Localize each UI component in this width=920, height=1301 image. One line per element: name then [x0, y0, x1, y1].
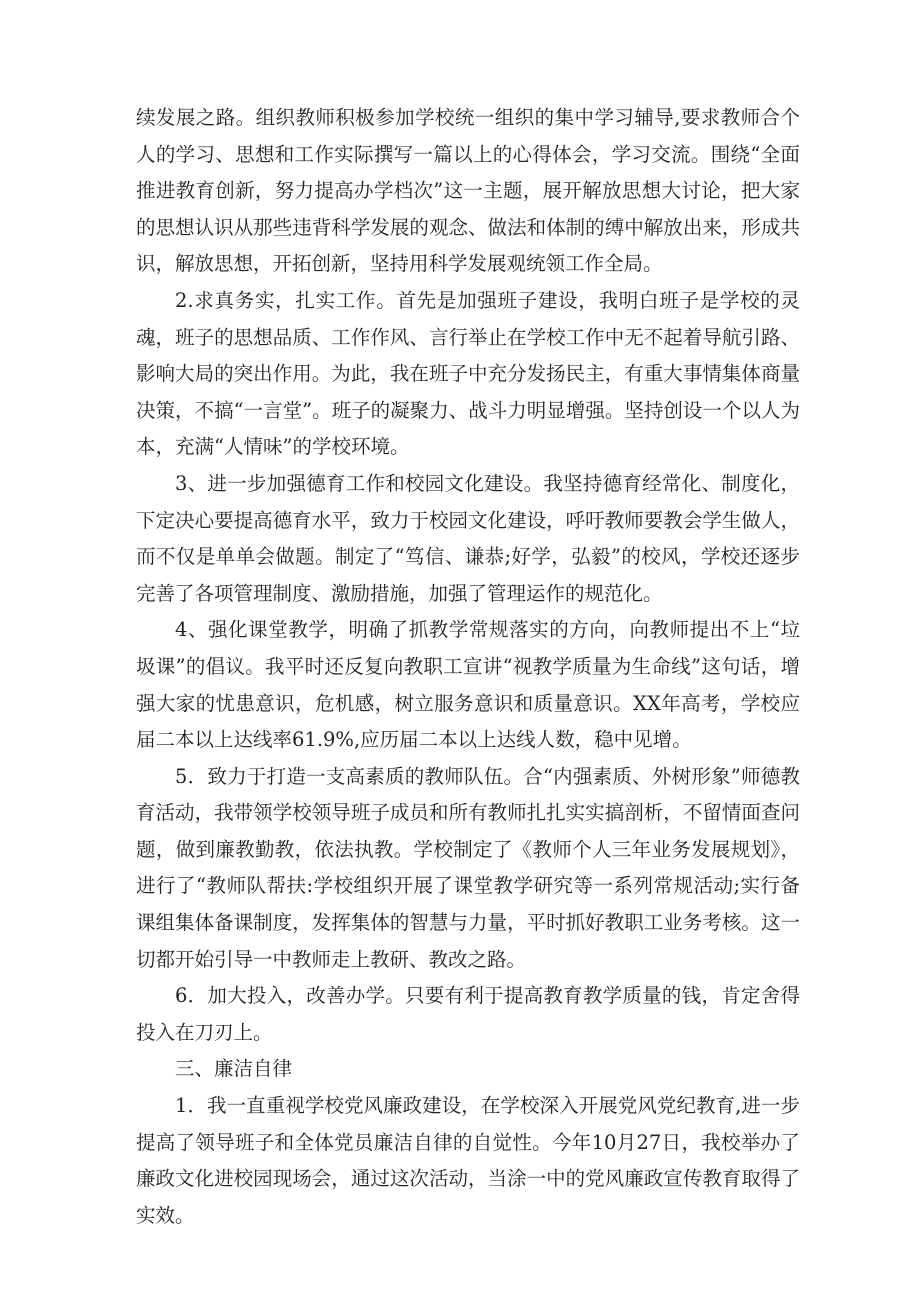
- paragraph-continuation: 续发展之路。组织教师积极参加学校统一组织的集中学习辅导,要求教师合个人的学习、思想和工作实际撰写一篇以上的心得体会，学习交流。围绕“全面推进教育创新，努力提高办学档次”这一主题，展开解放思想大讨论，把大家的思想认识从那些违背科学发展的观念、做法和体制的缚中解放出来，形成共识，解放思想，开拓创新，坚持用科学发展观统领工作全局。: [136, 106, 800, 276]
- document-page: [136, 100, 800, 1234]
- paragraph-item-4: 4、强化课堂教学，明确了抓教学常规落实的方向，向教师提出不上“垃圾课”的倡议。我平时还反复向教职工宣讲“视教学质量为生命线”这句话，增强大家的忧患意识，危机感，树立服务意识和质量意识。XX年高考，学校应届二本以上达线率61.9%,应历届二本以上达线人数，稳中见增。: [136, 618, 800, 752]
- paragraph-item-3: 3、进一步加强德育工作和校园文化建设。我坚持德育经常化、制度化，下定决心要提高德育水平，致力于校园文化建设，呼吁教师要教会学生做人，而不仅是单单会做题。制定了“笃信、谦恭;好学，弘毅”的校风，学校还逐步完善了各项管理制度、激励措施，加强了管理运作的规范化。: [136, 471, 800, 605]
- section-heading: 三、廉洁自律: [175, 1057, 293, 1081]
- paragraph-item-2: 2.求真务实，扎实工作。首先是加强班子建设，我明白班子是学校的灵魂，班子的思想品质、工作作风、言行举止在学校工作中无不起着导航引路、影响大局的突出作用。为此，我在班子中充分发扬民主，有重大事情集体商量决策，不搞“一言堂”。班子的凝聚力、战斗力明显增强。坚持创设一个以人为本，充满“人情味”的学校环境。: [136, 288, 800, 459]
- paragraph-item-5: 5．致力于打造一支高素质的教师队伍。合“内强素质、外树形象”师德教育活动，我带领学校领导班子成员和所有教师扎扎实实搞剖析，不留情面查问题，做到廉教勤教，依法执教。学校制定了《教师个人三年业务发展规划》，进行了“教师队帮扶:学校组织开展了课堂教学研究等一系列常规活动;实行备课组集体备课制度，发挥集体的智慧与力量，平时抓好教职工业务考核。这一切都开始引导一中教师走上教研、教改之路。: [136, 764, 800, 971]
- paragraph-item-6: 6．加大投入，改善办学。只要有利于提高教育教学质量的钱，肯定舍得投入在刀刃上。: [136, 984, 800, 1044]
- paragraph-integrity-1: 1．我一直重视学校党风廉政建设，在学校深入开展党风党纪教育,进一步提高了领导班子和全体党员廉洁自律的自觉性。今年10月27日，我校举办了廉政文化进校园现场会，通过这次活动，当涂一中的党风廉政宣传教育取得了实效。: [136, 1094, 800, 1227]
